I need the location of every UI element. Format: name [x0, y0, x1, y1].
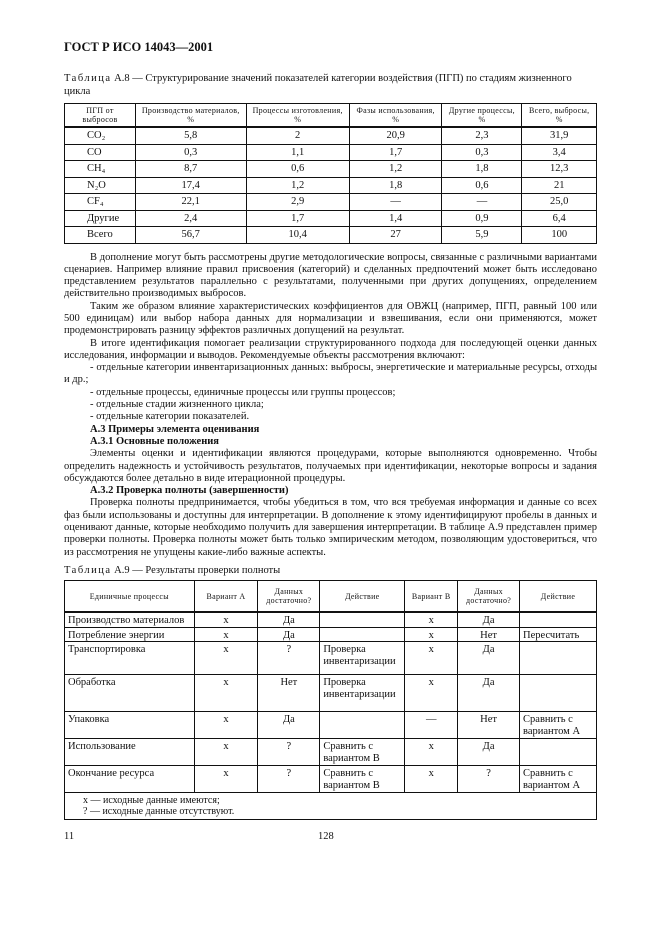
- table-cell: [320, 627, 405, 642]
- table-cell: N₂O: [65, 177, 136, 194]
- table-cell: Да: [458, 675, 520, 712]
- table-cell: Проверка инвентаризации: [320, 642, 405, 675]
- table-cell: ?: [258, 642, 320, 675]
- header-row: [65, 104, 597, 128]
- column-header: Данных достаточно?: [458, 581, 520, 613]
- table-cell: 56,7: [135, 227, 246, 244]
- column-header: Вариант А: [194, 581, 258, 613]
- page-footer: [64, 830, 597, 844]
- column-header: Всего, выбросы, %: [522, 104, 597, 128]
- table-row: [65, 612, 597, 627]
- caption-label: Таблица: [64, 564, 112, 576]
- table-cell: 100: [522, 227, 597, 244]
- table-cell: Сравнить с вариантом А: [520, 712, 597, 739]
- column-header: Единичные процессы: [65, 581, 195, 613]
- table-cell: 0,3: [442, 144, 522, 161]
- caption-label: Таблица: [64, 73, 112, 84]
- table-cell: CO: [65, 144, 136, 161]
- table-cell: 1,8: [442, 161, 522, 178]
- table-cell: x: [194, 675, 258, 712]
- table-cell: [520, 675, 597, 712]
- footnote-row: [65, 793, 597, 820]
- footnotes: [65, 793, 597, 820]
- table-row: [65, 642, 597, 675]
- header-row: [65, 581, 597, 613]
- table-cell: 0,6: [246, 161, 349, 178]
- column-header: Производство материалов, %: [135, 104, 246, 128]
- table-a8: [64, 103, 597, 244]
- table-cell: Проверка инвентаризации: [320, 675, 405, 712]
- table-cell: Да: [258, 627, 320, 642]
- table-cell: CO₂: [65, 127, 136, 144]
- table-row: [65, 227, 597, 244]
- table-row: [65, 144, 597, 161]
- table-cell: Сравнить с вариантом В: [320, 739, 405, 766]
- table-cell: [520, 642, 597, 675]
- column-header: Действие: [320, 581, 405, 613]
- table-cell: Нет: [458, 712, 520, 739]
- table-cell: Окончание ресурса: [65, 766, 195, 793]
- table-cell: Да: [458, 612, 520, 627]
- table-cell: [520, 612, 597, 627]
- table-cell: Обработка: [65, 675, 195, 712]
- paragraph: Элементы оценки и идентификации являются процедурами, которые выполняются одновременно. Чтобы определить надежность и устойчивость результатов, получаемых при идентификации, некоторые вопросы и задания обсуждаются более детально в виде итерационной процедуры.: [64, 448, 597, 484]
- table-cell: 1,2: [349, 161, 442, 178]
- caption-text: А.9 — Результаты проверки полноты: [111, 564, 281, 576]
- table-cell: x: [405, 642, 458, 675]
- table-cell: 1,4: [349, 210, 442, 227]
- document-header: ГОСТ Р ИСО 14043—2001: [64, 40, 214, 54]
- footnote: x — исходные данные имеются;: [83, 795, 220, 807]
- table-cell: 20,9: [349, 127, 442, 144]
- table-cell: Всего: [65, 227, 136, 244]
- paragraph: В итоге идентификация помогает реализации структурированного подхода для последующей оценки данных исследования, информации и выводов. Рекомендуемые объекты рассмотрения включают:: [64, 337, 597, 361]
- table-cell: 2,9: [246, 194, 349, 211]
- table-cell: 1,7: [349, 144, 442, 161]
- table-cell: [320, 612, 405, 627]
- table-cell: ?: [258, 766, 320, 793]
- paragraph: Таким же образом влияние характеристических коэффициентов для ОВЖЦ (например, ПГП, равный 100 или 500 единицам) или выбор набора данных для нормализации и взвешивания, если они применяются, может продемонстрировать разницу эффектов различных допущений на результат.: [64, 300, 597, 337]
- column-header: ПГП от выбросов: [65, 104, 136, 128]
- table-cell: 1,8: [349, 177, 442, 194]
- table-cell: x: [405, 627, 458, 642]
- table-row: [65, 712, 597, 739]
- table-cell: 5,8: [135, 127, 246, 144]
- table-cell: Сравнить с вариантом В: [320, 766, 405, 793]
- table-cell: 5,9: [442, 227, 522, 244]
- table-cell: Да: [258, 712, 320, 739]
- column-header: Вариант В: [405, 581, 458, 613]
- column-header: Фазы использования, %: [349, 104, 442, 128]
- table-cell: Да: [458, 642, 520, 675]
- caption-text: А.8 — Структурирование значений показателей категории воздействия (ПГП) по стадиям жизненного цикла: [64, 73, 572, 97]
- paragraph: - отдельные процессы, единичные процессы или группы процессов;: [90, 386, 396, 398]
- table-cell: x: [194, 642, 258, 675]
- table-cell: 12,3: [522, 161, 597, 178]
- table-cell: Потребление энергии: [65, 627, 195, 642]
- table-cell: x: [405, 766, 458, 793]
- table-row: [65, 210, 597, 227]
- footnote: ? — исходные данные отсутствуют.: [83, 806, 235, 818]
- table-cell: Да: [258, 612, 320, 627]
- table-cell: 1,7: [246, 210, 349, 227]
- table-cell: x: [405, 612, 458, 627]
- table-cell: Сравнить с вариантом А: [520, 766, 597, 793]
- paragraph: - отдельные категории инвентаризационных данных: выбросы, энергетические и материальные ресурсы, отходы и др.;: [64, 362, 597, 386]
- table-cell: 2,4: [135, 210, 246, 227]
- table-cell: 27: [349, 227, 442, 244]
- section-heading: А.3.2 Проверка полноты (завершенности): [90, 485, 289, 497]
- table-cell: 17,4: [135, 177, 246, 194]
- table-cell: x: [405, 739, 458, 766]
- table-row: [65, 194, 597, 211]
- table-cell: 0,9: [442, 210, 522, 227]
- table-cell: Нет: [258, 675, 320, 712]
- table-row: [65, 739, 597, 766]
- table-cell: [520, 739, 597, 766]
- paragraph: - отдельные категории показателей.: [90, 411, 250, 423]
- footer-left-number: 11: [64, 831, 75, 843]
- table-cell: —: [405, 712, 458, 739]
- table-cell: 0,6: [442, 177, 522, 194]
- paragraph: В дополнение могут быть рассмотрены другие методологические вопросы, связанные с различными вариантами сценариев. Например влияние правил присвоения (категорий) и сделанных предпочтений может быть исследовано представлением результатов параллельно с результатами, полученными при других допущениях, определением действительно производимых выбросов.: [64, 251, 597, 300]
- table-a9-caption: [64, 565, 597, 578]
- table-cell: 1,2: [246, 177, 349, 194]
- table-row: [65, 177, 597, 194]
- table-row: [65, 627, 597, 642]
- table-cell: 0,3: [135, 144, 246, 161]
- section-heading: А.3.1 Основные положения: [90, 435, 219, 447]
- table-row: [65, 161, 597, 178]
- paragraph: - отдельные стадии жизненного цикла;: [90, 399, 264, 411]
- table-cell: ?: [258, 739, 320, 766]
- section-heading: А.3 Примеры элемента оценивания: [90, 423, 260, 435]
- table-cell: Другие: [65, 210, 136, 227]
- table-cell: x: [194, 766, 258, 793]
- table-cell: x: [405, 675, 458, 712]
- table-cell: [320, 712, 405, 739]
- column-header: Действие: [520, 581, 597, 613]
- table-cell: 21: [522, 177, 597, 194]
- table-cell: 22,1: [135, 194, 246, 211]
- table-cell: Нет: [458, 627, 520, 642]
- table-cell: ?: [458, 766, 520, 793]
- table-cell: 31,9: [522, 127, 597, 144]
- table-cell: —: [349, 194, 442, 211]
- table-cell: Использование: [65, 739, 195, 766]
- table-cell: Пересчитать: [520, 627, 597, 642]
- table-cell: Упаковка: [65, 712, 195, 739]
- table-cell: CH₄: [65, 161, 136, 178]
- table-cell: x: [194, 612, 258, 627]
- table-cell: —: [442, 194, 522, 211]
- table-cell: 1,1: [246, 144, 349, 161]
- table-cell: 25,0: [522, 194, 597, 211]
- table-row: [65, 127, 597, 144]
- table-cell: Да: [458, 739, 520, 766]
- column-header: Данных достаточно?: [258, 581, 320, 613]
- table-a9: [64, 580, 597, 820]
- table-cell: 2,3: [442, 127, 522, 144]
- table-cell: 10,4: [246, 227, 349, 244]
- table-cell: CF₄: [65, 194, 136, 211]
- table-cell: Транспортировка: [65, 642, 195, 675]
- table-row: [65, 766, 597, 793]
- table-cell: x: [194, 712, 258, 739]
- table-cell: 6,4: [522, 210, 597, 227]
- table-cell: x: [194, 627, 258, 642]
- table-row: [65, 675, 597, 712]
- column-header: Другие процессы, %: [442, 104, 522, 128]
- table-cell: 3,4: [522, 144, 597, 161]
- body-text: [64, 252, 597, 559]
- table-cell: Производство материалов: [65, 612, 195, 627]
- table-cell: 2: [246, 127, 349, 144]
- page-number: 128: [318, 831, 334, 843]
- column-header: Процессы изготовления, %: [246, 104, 349, 128]
- table-cell: x: [194, 739, 258, 766]
- table-a8-caption: [64, 73, 597, 98]
- paragraph: Проверка полноты предпринимается, чтобы убедиться в том, что вся требуемая информация и данные со всех фаз были использованы и доступны для интерпретации. В дополнение к этому идентифицируют пробелы в данных и оценивают данные, которые необходимо получить для завершения интерпретации. В таблице А.9 представлен пример проверки полноты. Проверка полноты может быть только эмпирическим методом, позволяющим удостовериться, что из рассмотрения не упущены какие-либо важные аспекты.: [64, 497, 597, 558]
- table-cell: 8,7: [135, 161, 246, 178]
